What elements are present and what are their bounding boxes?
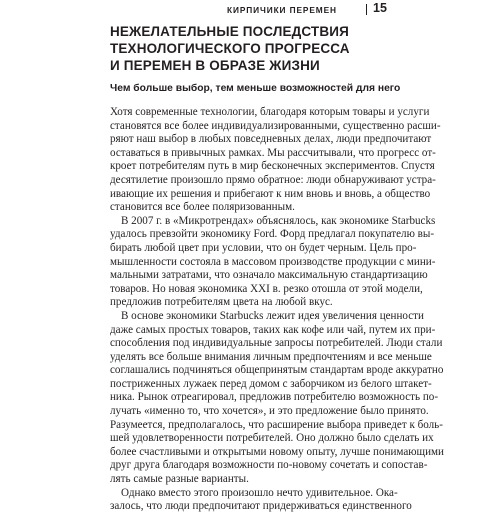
section-title (110, 23, 410, 74)
body-line: мышленности состояла в массовом производстве продукции с мини- (110, 255, 436, 268)
body-paragraph (110, 106, 441, 215)
section-title-line: ТЕХНОЛОГИЧЕСКОГО ПРОГРЕССА (110, 41, 350, 56)
body-line: десятилетие произошло прямо обратное: люди обнаруживают устра- (110, 173, 436, 186)
body-line: друг друга благодаря возможности по-новому сочетать и сопостав- (110, 459, 428, 472)
section-title-line: НЕЖЕЛАТЕЛЬНЫЕ ПОСЛЕДСТВИЯ (110, 24, 349, 39)
body-line: способления под индивидуальные запросы потребителей. Люди стали (110, 337, 443, 350)
body-paragraph (110, 214, 436, 310)
body-line: кроет потребителям путь в мир бесконечных экспериментов. Спустя (110, 160, 435, 173)
body-paragraph (110, 309, 444, 487)
page-number: 15 (373, 1, 387, 15)
body-paragraph (110, 486, 412, 514)
header-divider (366, 4, 367, 15)
body-line: ряют наш выбор в любых повседневных делах, люди предпочитают (110, 133, 432, 146)
body-line: удалось превзойти экономику Ford. Форд предлагал покупателю вы- (110, 228, 435, 241)
body-line: лучать «именно то, что хочется», и это предложение было принято. (110, 405, 429, 418)
body-line: мальными затратами, что означало максимальную стандартизацию (110, 269, 428, 282)
body-line: соглашались подчиняться общепринятым стандартам вроде аккуратно (110, 364, 444, 377)
body-line: Однако вместо этого произошло нечто удивительное. Ока- (121, 486, 398, 499)
body-line: залось, что люди предпочитают придерживаться единственного (110, 500, 412, 513)
body-text (110, 106, 444, 514)
subheading: Чем больше выбор, тем меньше возможностей для него (110, 83, 401, 94)
body-line: становится все более поляризованным. (110, 201, 295, 214)
body-line: становятся все более индивидуализированными, существенно расши- (110, 119, 441, 132)
section-title-line: И ПЕРЕМЕН В ОБРАЗЕ ЖИЗНИ (110, 58, 320, 73)
body-line: даже самых простых товаров, таких как кофе или чай, путем их при- (110, 323, 436, 336)
body-line: Разумеется, предполагалось, что расширение выбора приведет к боль- (110, 418, 443, 431)
body-line: более счастливыми и открытыми новому опыту, лучше понимающими (110, 445, 444, 458)
body-line: бирать любой цвет при условии, что он будет черным. Цель про- (110, 241, 417, 254)
body-line: В 2007 г. в «Микротрендах» объяснялось, как экономике Starbucks (121, 214, 436, 227)
running-head: КИРПИЧИКИ ПЕРЕМЕН (227, 5, 337, 15)
body-line: шей удовлетворенности потребителей. Оно должно было сделать их (110, 432, 434, 445)
body-line: В основе экономики Starbucks лежит идея увеличения ценности (121, 309, 424, 322)
body-line: ника. Рынок отреагировал, предложив потребителю возможность по- (110, 391, 439, 404)
body-line: ивающие их решения и прибегают к ним вновь и вновь, а общество (110, 187, 431, 200)
body-line: предложив потребителям цвета на любой вкус. (110, 296, 333, 309)
body-line: товаров. Но новая экономика XXI в. резко отошла от этой модели, (110, 282, 423, 295)
body-line: оставаться в привычных рамках. Мы рассчитывали, что прогресс от- (110, 146, 436, 159)
body-line: постриженных лужаек перед домом с заборчиком из белого штакет- (110, 377, 432, 390)
body-line: уделять все больше внимания личным предпочтениям и все меньше (110, 350, 432, 363)
body-line: лять самые разные варианты. (110, 473, 249, 486)
body-line: Хотя современные технологии, благодаря которым товары и услуги (110, 106, 430, 118)
